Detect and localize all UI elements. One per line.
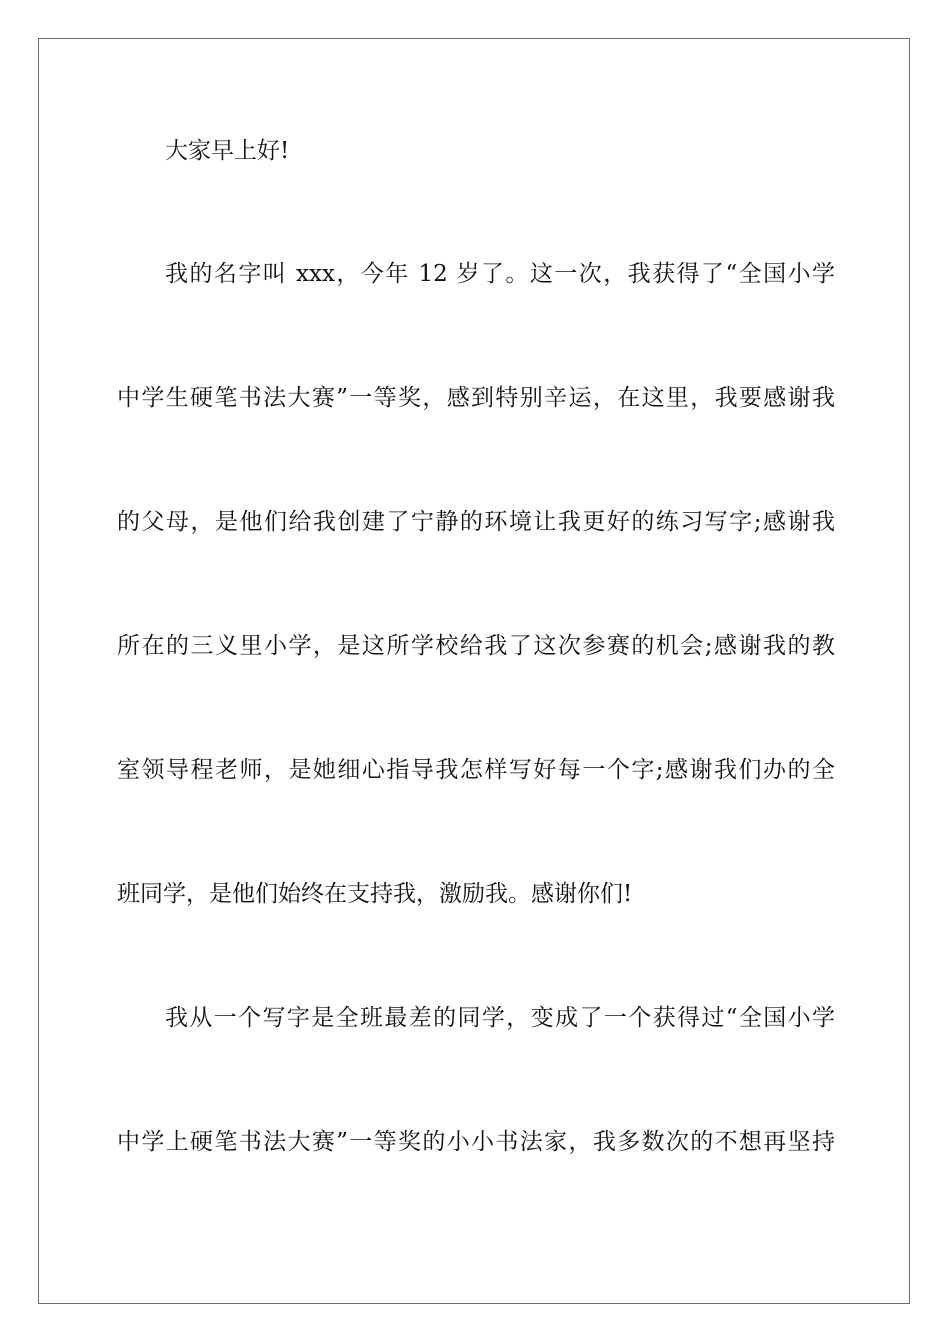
- paragraph-line: 中学上硬笔书法大赛”一等奖的小小书法家，我多数次的不想再坚持: [117, 1129, 835, 1155]
- page-border: [38, 38, 910, 1304]
- greeting-line: 大家早上好!: [165, 138, 290, 164]
- paragraph-line: 我从一个写字是全班最差的同学，变成了一个获得过“全国小学: [165, 1005, 835, 1031]
- paragraph-line: 我的名字叫 xxx，今年 12 岁了。这一次，我获得了“全国小学: [165, 261, 835, 287]
- paragraph-line: 班同学，是他们始终在支持我，激励我。感谢你们!: [117, 881, 633, 907]
- paragraph-line: 所在的三义里小学，是这所学校给我了这次参赛的机会;感谢我的教: [117, 633, 835, 659]
- paragraph-line: 中学生硬笔书法大赛”一等奖，感到特别辛运，在这里，我要感谢我: [117, 385, 835, 411]
- paragraph-line: 的父母，是他们给我创建了宁静的环境让我更好的练习写字;感谢我: [117, 509, 835, 535]
- paragraph-line: 室领导程老师，是她细心指导我怎样写好每一个字;感谢我们办的全: [117, 757, 835, 783]
